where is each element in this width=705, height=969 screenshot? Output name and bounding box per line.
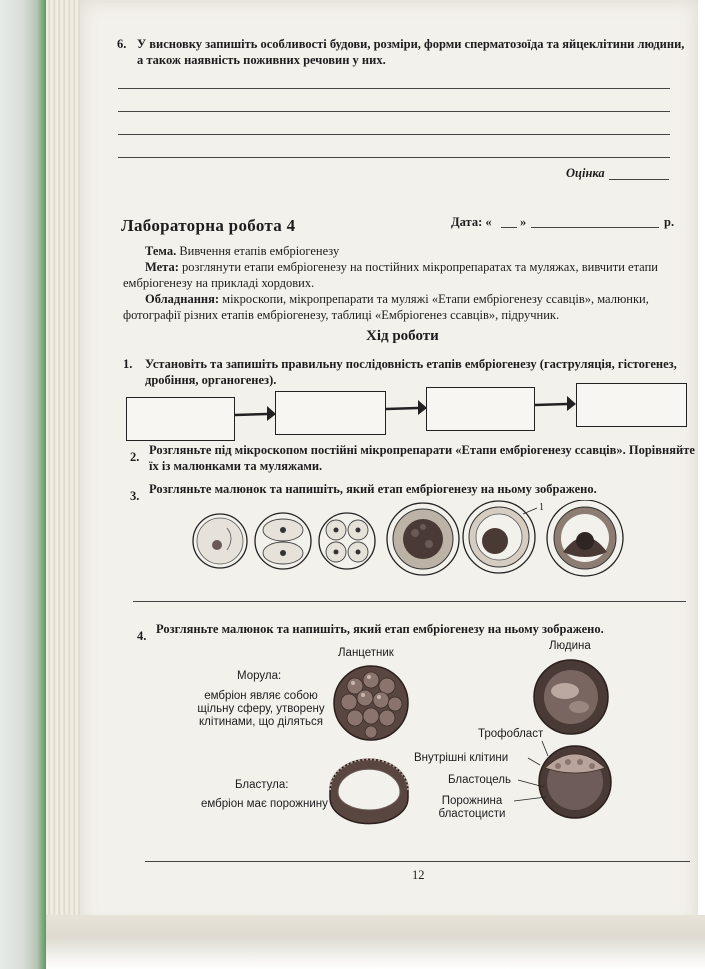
lab-title: Лабораторна робота 4 bbox=[121, 216, 296, 235]
task6-text-line1: У висновку запишіть особливості будови, розміри, форми сперматозоїда та яйцеклітини людини, bbox=[137, 37, 685, 51]
goal-text-line2: ембріогенезу на прикладі хордових. bbox=[123, 276, 315, 290]
cleavage-stages-figure bbox=[185, 500, 635, 582]
sequence-box-3[interactable] bbox=[426, 387, 535, 431]
answer-line[interactable] bbox=[118, 111, 670, 112]
stage-morula bbox=[387, 503, 459, 575]
task6-number: 6. bbox=[117, 37, 127, 51]
grade-label: Оцінка bbox=[566, 166, 605, 180]
step1-text-line1: Установіть та запишіть правильну послідовність етапів ембріогенезу (гаструляція, гістогенез, bbox=[145, 357, 677, 371]
answer-line[interactable] bbox=[133, 601, 686, 602]
trophoblast-label: Трофобласт bbox=[478, 728, 544, 740]
page-bottom-edge bbox=[46, 915, 705, 969]
step3-number: 3. bbox=[130, 489, 140, 503]
topic-text: Вивчення етапів ембріогенезу bbox=[179, 244, 340, 258]
sequence-arrow-3 bbox=[533, 394, 577, 414]
sequence-arrow-2 bbox=[384, 398, 428, 418]
date-month-field[interactable] bbox=[531, 227, 659, 228]
blastocyst-cavity-label-line2: бластоцисти bbox=[438, 808, 506, 820]
step3-text: Розгляньте малюнок та напишіть, який етап ембріогенезу на ньому зображено. bbox=[149, 482, 597, 496]
morula-desc-line1: ембріон являє собою bbox=[204, 690, 318, 702]
stage-blastula bbox=[463, 501, 544, 573]
lancelet-blastula-figure bbox=[320, 755, 420, 825]
page-number: 12 bbox=[412, 868, 425, 882]
step1-text-line2: дробіння, органогенез). bbox=[145, 373, 277, 387]
morula-desc-line3: клітинами, що діляться bbox=[199, 716, 323, 728]
answer-line[interactable] bbox=[118, 157, 670, 158]
step4-text: Розгляньте малюнок та напишіть, який етап ембріогенезу на ньому зображено. bbox=[156, 622, 604, 636]
topic-label: Тема. bbox=[145, 244, 177, 258]
step4-number: 4. bbox=[137, 629, 147, 643]
answer-line[interactable] bbox=[118, 88, 670, 89]
stage-four-cells bbox=[319, 513, 375, 569]
task6-text-line2: а також наявність поживних речовин у них. bbox=[137, 53, 386, 67]
date-year-suffix: р. bbox=[664, 215, 675, 229]
grade-field[interactable] bbox=[609, 179, 669, 180]
answer-line[interactable] bbox=[118, 134, 670, 135]
step2-number: 2. bbox=[130, 450, 140, 464]
morula-label: Морула: bbox=[237, 670, 282, 682]
progress-heading: Хід роботи bbox=[366, 328, 439, 344]
column-label-human: Людина bbox=[549, 640, 591, 652]
blastocoel-label: Бластоцель bbox=[448, 774, 511, 786]
equipment-text-line1: мікроскопи, мікропрепарати та муляжі «Етапи ембріогенезу ссавців», малюнки, bbox=[222, 292, 649, 306]
inner-cells-label: Внутрішні клітини bbox=[414, 752, 509, 764]
column-label-lancelet: Ланцетник bbox=[338, 647, 394, 659]
date-label: Дата: « bbox=[451, 215, 492, 229]
scan-background-left bbox=[0, 0, 46, 969]
blastocyst-cavity-label-line1: Порожнина bbox=[441, 795, 503, 807]
stage-gastrula bbox=[547, 500, 623, 576]
stage-zygote bbox=[193, 514, 247, 568]
stage-two-cells bbox=[255, 513, 311, 569]
sequence-box-1[interactable] bbox=[126, 397, 235, 441]
blastula-label: Бластула: bbox=[235, 779, 289, 791]
morula-desc-line2: щільну сферу, утворену bbox=[197, 703, 325, 715]
date-mid-quote: » bbox=[520, 215, 527, 229]
sequence-box-2[interactable] bbox=[275, 391, 386, 435]
step2-text-line2: їх із малюнками та муляжами. bbox=[149, 459, 323, 473]
goal-label: Мета: bbox=[145, 260, 179, 274]
callout-lines bbox=[500, 735, 580, 820]
blastula-desc: ембріон має порожнину bbox=[201, 798, 328, 810]
step2-text-line1: Розгляньте під мікроскопом постійні мікропрепарати «Етапи ембріогенезу ссавців». Порівняйте bbox=[149, 443, 695, 457]
footer-rule bbox=[145, 861, 690, 862]
lancelet-morula-figure bbox=[325, 658, 425, 748]
figure-callout-label: 1 bbox=[539, 502, 544, 513]
equipment-text-line2: фотографії різних етапів ембріогенезу, таблиці «Ембріогенез ссавців», підручник. bbox=[123, 308, 560, 322]
sequence-box-4[interactable] bbox=[576, 383, 687, 427]
equipment-label: Обладнання: bbox=[145, 292, 220, 306]
goal-text-line1: розглянути етапи ембріогенезу на постійних мікропрепаратах та муляжах, вивчити етапи bbox=[182, 260, 658, 274]
sequence-arrow-1 bbox=[233, 403, 277, 423]
date-day-field[interactable] bbox=[501, 227, 517, 228]
step1-number: 1. bbox=[123, 357, 133, 371]
